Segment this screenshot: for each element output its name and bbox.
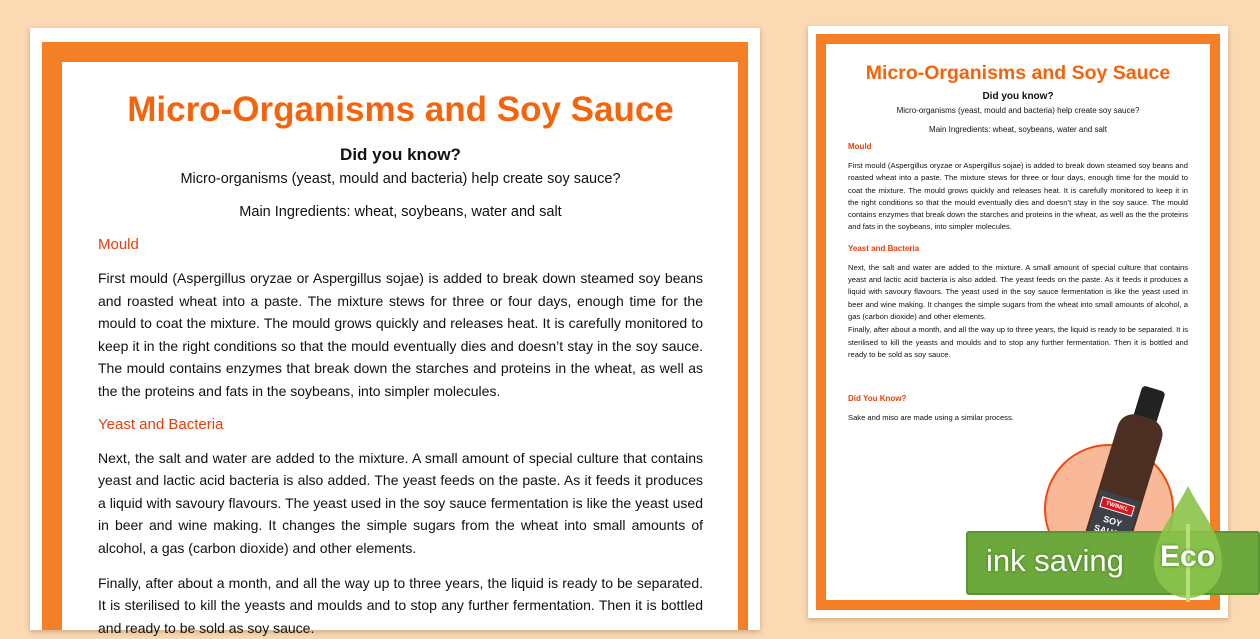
intro-text: Micro-organisms (yeast, mould and bacteria) help create soy sauce? [180,171,621,187]
section-heading-did-you-know: Did You Know? [848,394,907,404]
paragraph: Next, the salt and water are added to the mixture. A small amount of special culture that contains yeast and lactic acid bacteria is also added. The yeast feeds on the paste. As it feeds it produces a liquid with savoury flavours. The yeast used in the soy sauce fermentation is like the yeast used in beer and wine making. It changes the simple sugars from the wheat into small amounts of alcohol, a gas (carbon dioxide) and other elements. [98,449,703,556]
paragraph: Next, the salt and water are added to the mixture. A small amount of special culture that contains yeast and lactic acid bacteria is also added. The yeast feeds on the paste. As it feeds it produces a liquid with savoury flavours. The yeast used in the soy sauce fermentation is like the yeast used in beer and wine making. It changes the simple sugars from the wheat into small amounts of alcohol, a gas (carbon dioxide) and other elements. [848,262,1188,321]
section-heading-mould: Mould [848,142,872,151]
section-heading-yeast: Yeast and Bacteria [848,243,920,253]
ink-saving-label: ink saving [986,543,1124,578]
section-heading-yeast: Yeast and Bacteria [98,415,224,433]
ingredients-text: Main Ingredients: wheat, soybeans, water and salt [239,204,562,220]
paragraph: First mould (Aspergillus oryzae or Aspergillus sojae) is added to break down steamed soy beans and roasted wheat into a paste. The mixture stews for three or four days, enough time for the mould to coat the mixture. The mould grows quickly and releases heat. It is carefully monitored to keep it in the right conditions so that the mould eventually dies and doesn’t stay in the soy sauce. The mould contains enzymes that break down the starches and proteins in the wheat, as well as the the proteins and fats in the soybeans, into simpler molecules. [98,270,703,399]
bottle-label-text: SOY [1102,513,1124,529]
subtitle: Did you know? [340,145,461,164]
section-heading-mould: Mould [98,236,139,253]
paragraph: Sake and miso are made using a similar process. [848,413,1014,423]
paragraph: Finally, after about a month, and all the way up to three years, the liquid is ready to be separated. It is sterilised to kill the yeasts and moulds and to stop any further fermentation. Then it is bottled and ready to be sold as soy sauce. [848,325,1188,359]
brand-logo: TWINKL [1099,496,1135,516]
paragraph: First mould (Aspergillus oryzae or Aspergillus sojae) is added to break down steamed soy beans and roasted wheat into a paste. The mixture stews for three or four days, enough time for the mould to coat the mixture. The mould grows quickly and releases heat. It is carefully monitored to keep it in the right conditions so that the mould eventually dies and doesn’t stay in the soy sauce. The mould contains enzymes that break down the starches and proteins in the wheat, as well as the the proteins and fats in the soybeans, into simpler molecules. [848,161,1188,232]
intro-text: Micro-organisms (yeast, mould and bacteria) help create soy sauce? [896,106,1140,115]
document-title: Micro-Organisms and Soy Sauce [127,90,674,129]
page-content-area [62,62,738,636]
document-preview-large [30,28,760,636]
eco-label: Eco [1160,540,1216,573]
document-title: Micro-Organisms and Soy Sauce [865,62,1171,84]
ingredients-text: Main Ingredients: wheat, soybeans, water and salt [929,125,1107,134]
paragraph: Finally, after about a month, and all the way up to three years, the liquid is ready to be separated. It is sterilised to kill the yeasts and moulds and to stop any further fermentation. Then it is bottled and ready to be sold as soy sauce. [98,574,703,636]
subtitle: Did you know? [982,91,1054,102]
